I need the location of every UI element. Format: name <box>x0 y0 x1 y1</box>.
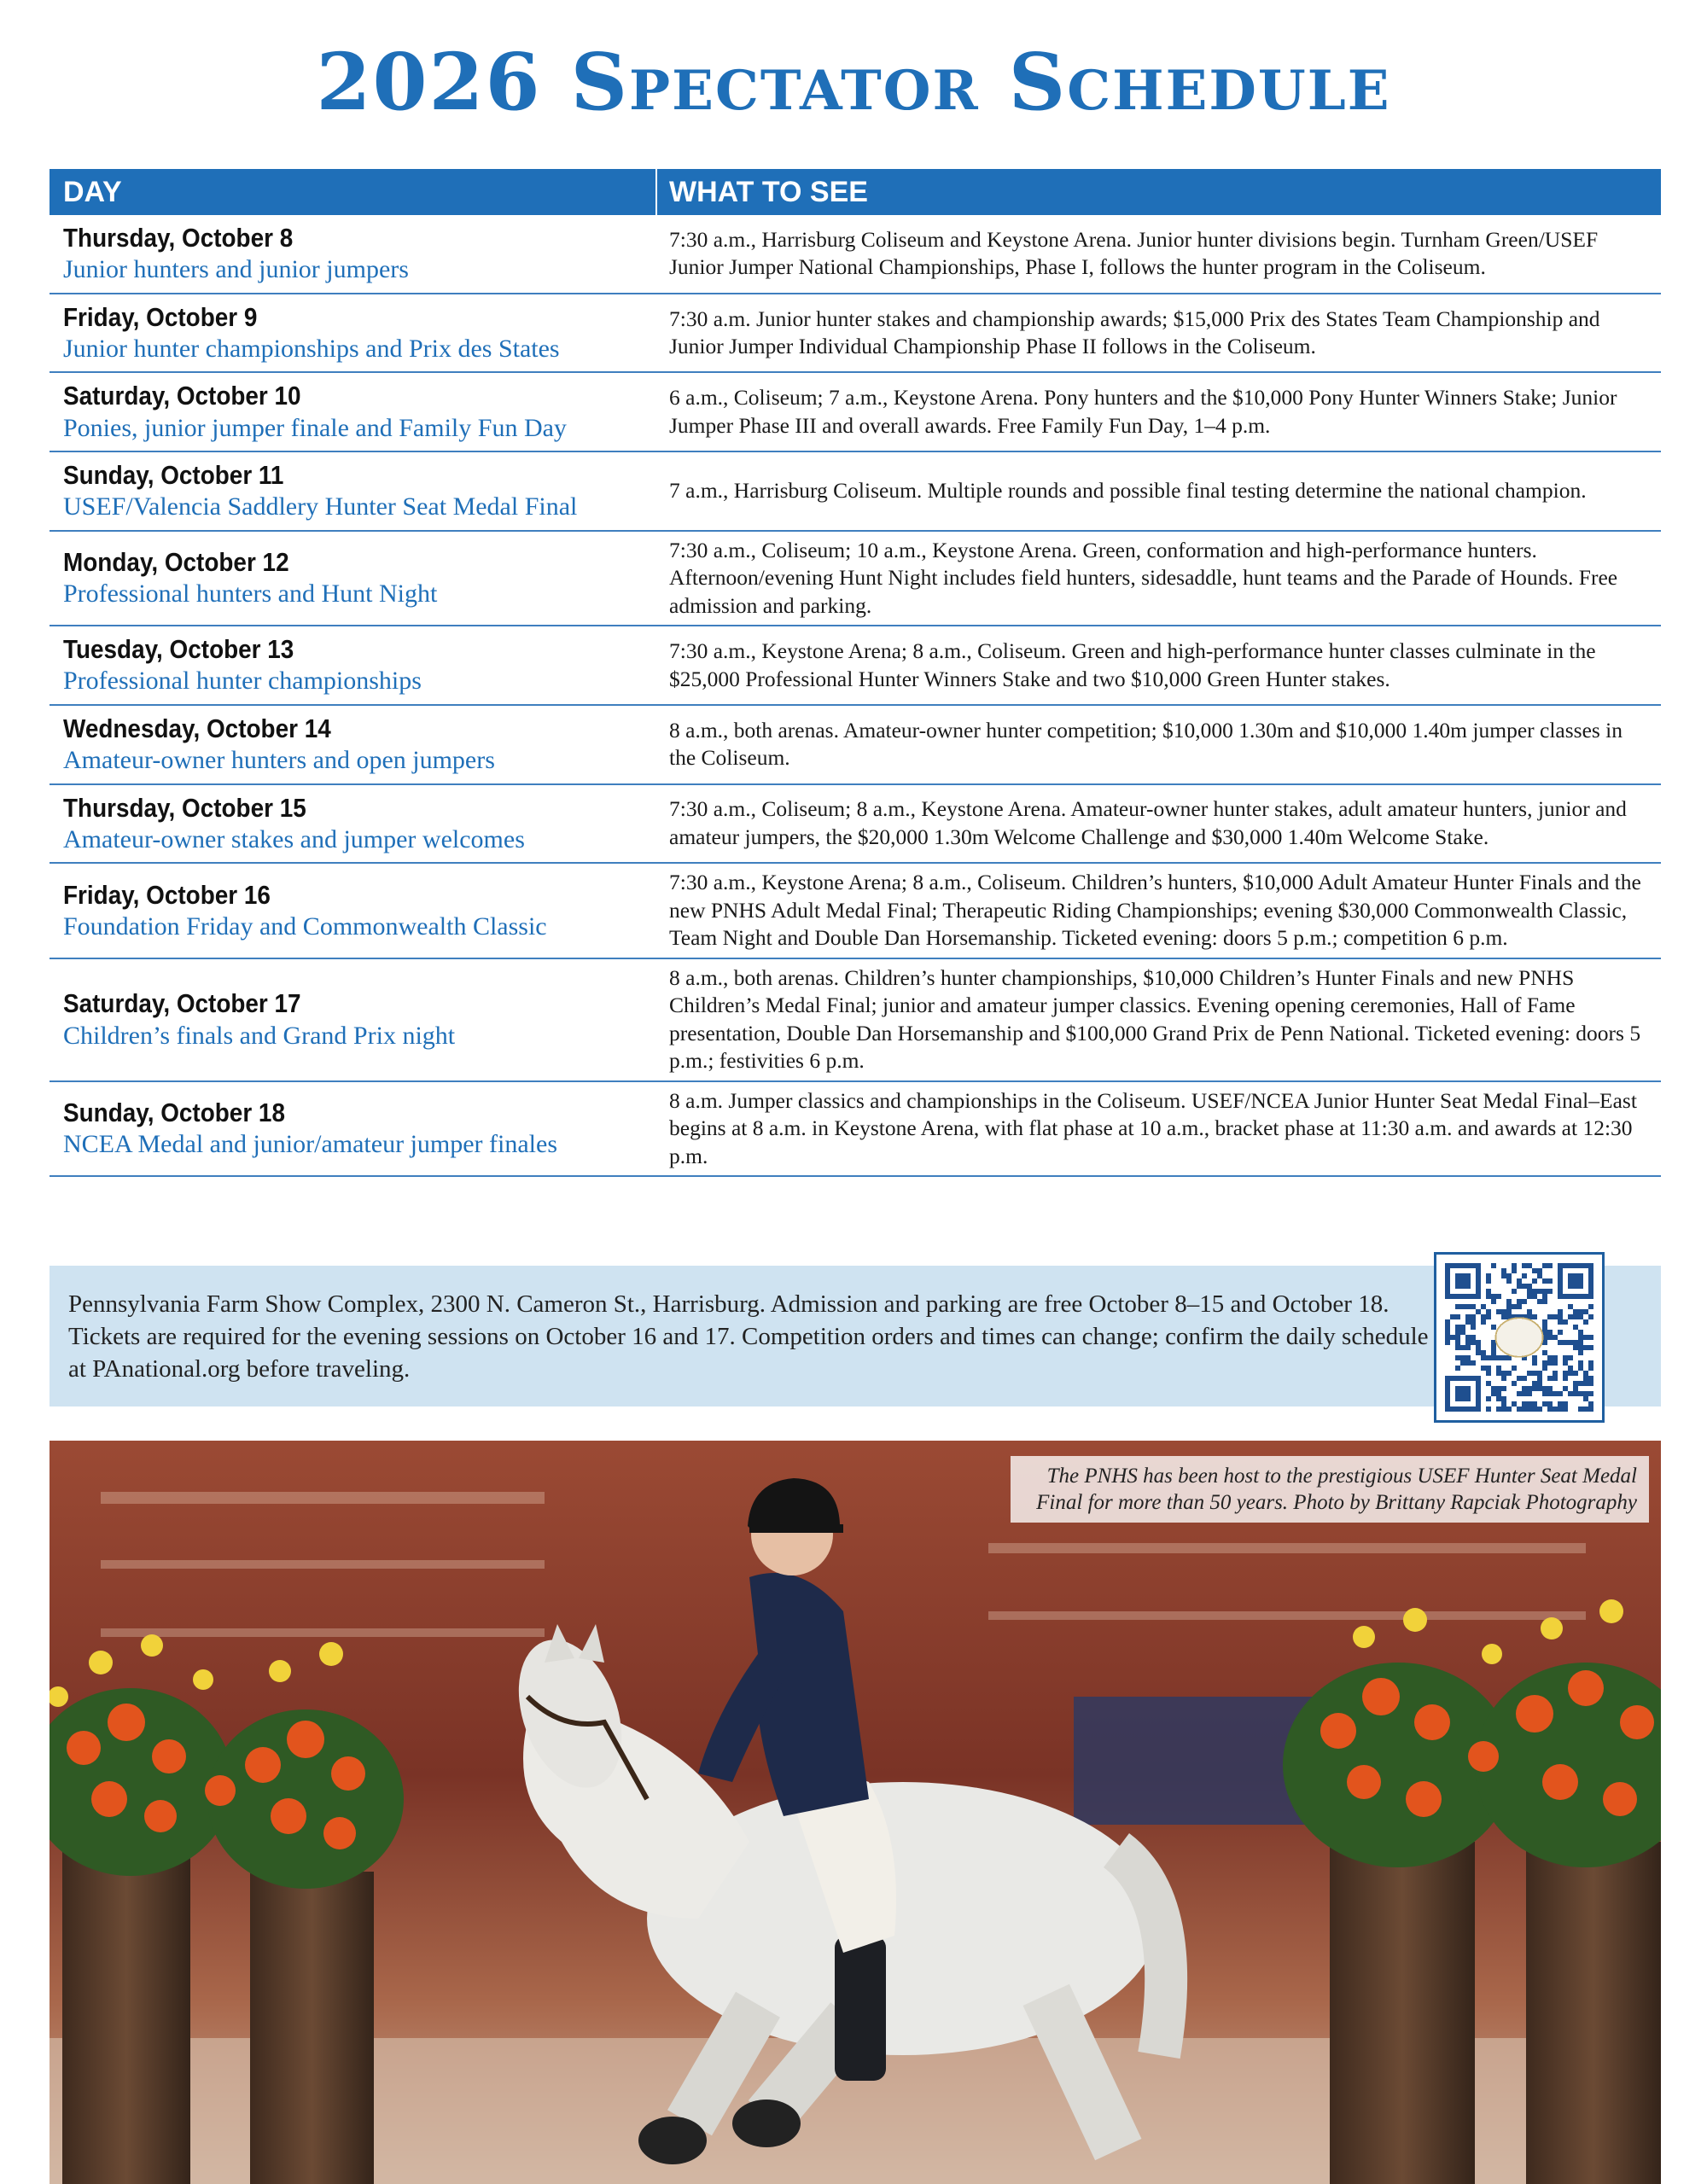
page-title: 2026 Spectator Schedule <box>316 36 1391 128</box>
header-what-to-see: WHAT TO SEE <box>669 175 868 208</box>
table-row <box>50 785 1661 865</box>
table-row <box>50 959 1661 1082</box>
photo-caption: The PNHS has been host to the prestigious USEF Hunter Seat Medal Final for more than 50 years. Photo by Brittany Rapciak Photography <box>1011 1456 1649 1523</box>
info-box <box>50 1266 1661 1406</box>
what-to-see-cell: 6 a.m., Coliseum; 7 a.m., Keystone Arena. Pony hunters and the $10,000 Pony Hunter Winners Stake; Junior Jumper Phase III and overall awards. Free Family Fun Day, 1–4 p.m. <box>669 385 1617 438</box>
table-header <box>50 169 1661 215</box>
day-theme: Ponies, junior jumper finale and Family Fun Day <box>63 413 567 442</box>
what-to-see-cell: 7:30 a.m. Junior hunter stakes and championship awards; $15,000 Prix des States Team Championship and Junior Jumper Individual Championship Phase II follows in the Coliseum. <box>669 306 1600 359</box>
table-body <box>50 215 1661 1177</box>
what-to-see-cell: 8 a.m., both arenas. Children’s hunter championships, $10,000 Children’s Hunter Finals and new PNHS Children’s Medal Final; junior and amateur jumper classics. Evening opening ceremonies, Hall of Fame presentation, Double Dan Horsemanship and $100,000 Grand Prix de Penn National. Ticketed evening: doors 5 p.m.; festivities 6 p.m. <box>669 964 1641 1074</box>
day-theme: Children’s finals and Grand Prix night <box>63 1021 456 1050</box>
day-theme: Junior hunter championships and Prix des States <box>63 334 560 363</box>
what-to-see-cell: 7:30 a.m., Coliseum; 8 a.m., Keystone Arena. Amateur-owner hunter stakes, adult amateur hunters, junior and amateur jumpers, the $20,000 1.30m Welcome Challenge and $30,000 1.40m Welcome Stake. <box>669 796 1627 849</box>
schedule-table <box>50 169 1661 1177</box>
table-row <box>50 706 1661 785</box>
what-to-see-cell: 7:30 a.m., Coliseum; 10 a.m., Keystone Arena. Green, conformation and high-performance hunters. Afternoon/evening Hunt Night includes field hunters, sidesaddle, hunt teams and the Parade of Hounds. Free admission and parking. <box>669 537 1618 618</box>
what-to-see-cell: 8 a.m. Jumper classics and championships in the Coliseum. USEF/NCEA Junior Hunter Seat Medal Final–East begins at 8 a.m. in Keystone Arena, with flat phase at 10 a.m., bracket phase at 11:30 a.m. and awards at 12:30 p.m. <box>669 1087 1637 1168</box>
day-cell <box>50 532 657 626</box>
table-row <box>50 1082 1661 1178</box>
what-to-see-cell: 8 a.m., both arenas. Amateur-owner hunter competition; $10,000 1.30m and $10,000 1.40m jumper classes in the Coliseum. <box>669 717 1623 771</box>
table-row <box>50 294 1661 374</box>
day-date: Monday, October 12 <box>63 547 289 578</box>
day-cell <box>50 294 657 372</box>
day-theme: USEF/Valencia Saddlery Hunter Seat Medal Final <box>63 492 578 521</box>
day-date: Sunday, October 18 <box>63 1098 285 1128</box>
day-cell <box>50 959 657 1080</box>
day-date: Thursday, October 15 <box>63 792 306 823</box>
what-to-see-cell: 7:30 a.m., Keystone Arena; 8 a.m., Coliseum. Children’s hunters, $10,000 Adult Amateur Hunter Finals and the new PNHS Adult Medal Final; Therapeutic Riding Championships; evening $30,000 Commonwealth Classic, Team Night and Double Dan Horsemanship. Ticketed evening: doors 5 p.m.; competition 6 p.m. <box>669 870 1641 951</box>
table-row <box>50 373 1661 452</box>
day-cell <box>50 864 657 958</box>
show-jumping-photo <box>50 1441 1661 2184</box>
day-theme: Professional hunter championships <box>63 667 422 696</box>
day-theme: Professional hunters and Hunt Night <box>63 579 438 609</box>
day-date: Sunday, October 11 <box>63 460 284 491</box>
day-date: Saturday, October 17 <box>63 988 301 1019</box>
day-theme: Foundation Friday and Commonwealth Classic <box>63 911 547 941</box>
what-to-see-cell: 7:30 a.m., Harrisburg Coliseum and Keystone Arena. Junior hunter divisions begin. Turnham Green/USEF Junior Jumper National Championships, Phase I, follows the hunter program in the Coliseum. <box>669 226 1599 280</box>
day-date: Wednesday, October 14 <box>63 713 331 743</box>
day-cell <box>50 1082 657 1176</box>
table-row <box>50 452 1661 532</box>
day-date: Friday, October 9 <box>63 301 258 332</box>
table-row <box>50 626 1661 706</box>
info-text: Pennsylvania Farm Show Complex, 2300 N. Cameron St., Harrisburg. Admission and parking are free October 8–15 and October 18. Tickets are required for the evening sessions on October 16 and 17. Competition orders and times can change; confirm the daily schedule at PAnational.org before traveling. <box>68 1290 1429 1383</box>
day-date: Friday, October 16 <box>63 879 271 910</box>
day-cell <box>50 785 657 863</box>
header-day: DAY <box>50 169 657 215</box>
day-cell <box>50 626 657 704</box>
day-theme: NCEA Medal and junior/amateur jumper finales <box>63 1130 558 1159</box>
what-to-see-cell: 7:30 a.m., Keystone Arena; 8 a.m., Coliseum. Green and high-performance hunter classes culminate in the $25,000 Professional Hunter Winners Stake and two $10,000 Green Hunter stakes. <box>669 638 1596 691</box>
horse-jumping-image <box>50 1441 1661 2184</box>
table-row <box>50 215 1661 294</box>
day-theme: Amateur-owner hunters and open jumpers <box>63 746 495 775</box>
day-theme: Junior hunters and junior jumpers <box>63 255 409 284</box>
day-theme: Amateur-owner stakes and jumper welcomes <box>63 824 525 853</box>
day-date: Thursday, October 8 <box>63 223 294 253</box>
day-date: Tuesday, October 13 <box>63 634 294 665</box>
qr-code-icon[interactable] <box>1434 1252 1605 1423</box>
what-to-see-cell: 7 a.m., Harrisburg Coliseum. Multiple rounds and possible final testing determine the national champion. <box>669 478 1587 504</box>
day-cell <box>50 215 657 293</box>
table-row <box>50 532 1661 627</box>
day-cell <box>50 373 657 451</box>
day-cell <box>50 452 657 530</box>
table-row <box>50 864 1661 959</box>
day-date: Saturday, October 10 <box>63 381 301 411</box>
day-cell <box>50 706 657 783</box>
